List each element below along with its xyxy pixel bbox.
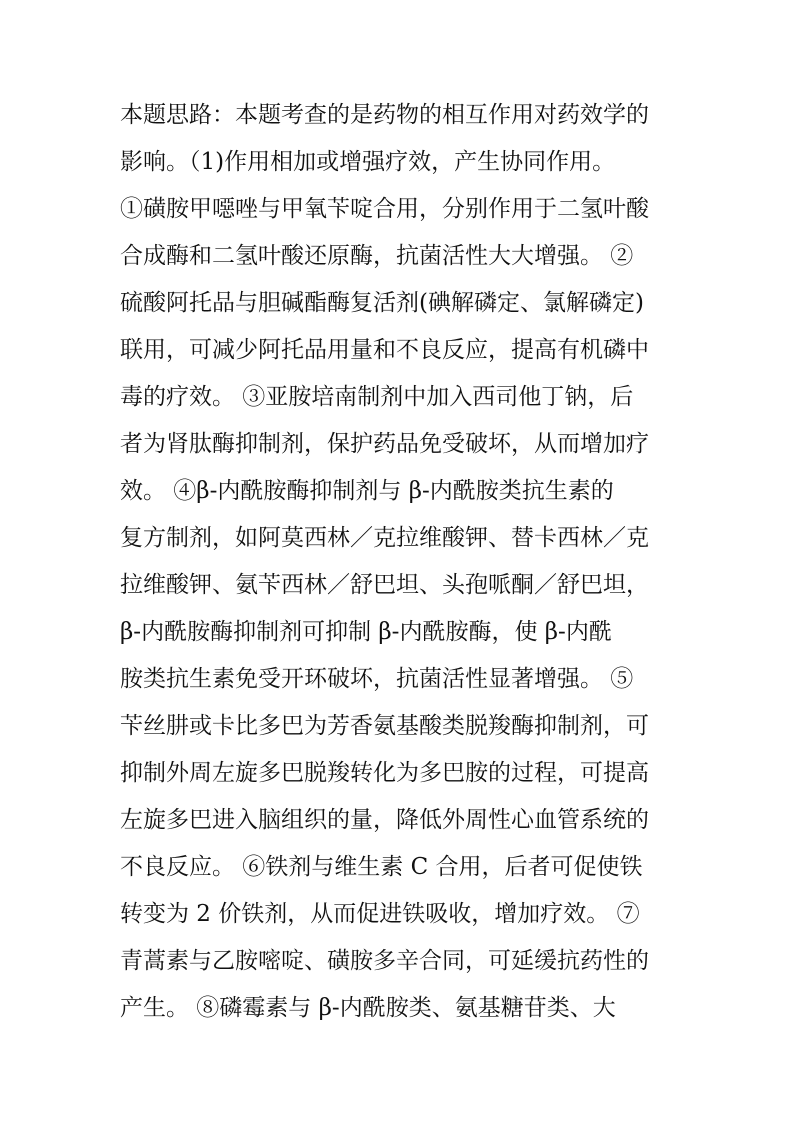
text-line: 苄丝肼或卡比多巴为芳香氨基酸类脱羧酶抑制剂，可 — [120, 713, 649, 739]
text-line: β-内酰胺酶抑制剂可抑制 β-内酰胺酶，使 β-内酰 — [120, 619, 612, 645]
text-line: 左旋多巴进入脑组织的量，降低外周性心血管系统的 — [120, 807, 649, 833]
text-line: 拉维酸钾、氨苄西林／舒巴坦、头孢哌酮／舒巴坦， — [120, 572, 649, 598]
text-line: 产生。 ⑧磷霉素与 β-内酰胺类、氨基糖苷类、大 — [120, 995, 616, 1021]
text-line: 毒的疗效。 ③亚胺培南制剂中加入西司他丁钠，后 — [120, 384, 634, 410]
text-line: 转变为 2 价铁剂，从而促进铁吸收，增加疗效。 ⑦ — [120, 901, 640, 927]
text-line: 效。 ④β-内酰胺酶抑制剂与 β-内酰胺类抗生素的 — [120, 478, 614, 504]
text-line: 复方制剂，如阿莫西林／克拉维酸钾、替卡西林／克 — [120, 525, 649, 551]
text-line: 抑制外周左旋多巴脱羧转化为多巴胺的过程，可提高 — [120, 760, 649, 786]
text-line: 胺类抗生素免受开环破坏，抗菌活性显著增强。 ⑤ — [120, 666, 634, 692]
text-line: 本题思路：本题考查的是药物的相互作用对药效学的 — [120, 102, 649, 128]
text-line: 者为肾肽酶抑制剂，保护药品免受破坏，从而增加疗 — [120, 431, 649, 457]
text-line: 联用，可减少阿托品用量和不良反应，提高有机磷中 — [120, 337, 649, 363]
text-line: 合成酶和二氢叶酸还原酶，抗菌活性大大增强。 ② — [120, 243, 634, 269]
text-line: 影响。（1)作用相加或增强疗效，产生协同作用。 — [120, 149, 616, 175]
text-line: ①磺胺甲噁唑与甲氧苄啶合用，分别作用于二氢叶酸 — [120, 196, 649, 222]
text-line: 硫酸阿托品与胆碱酯酶复活剂(碘解磷定、氯解磷定) — [120, 290, 644, 316]
text-line: 青蒿素与乙胺嘧啶、磺胺多辛合同，可延缓抗药性的 — [120, 948, 649, 974]
text-line: 不良反应。 ⑥铁剂与维生素 C 合用，后者可促使铁 — [120, 854, 643, 880]
body-text — [120, 92, 680, 1032]
